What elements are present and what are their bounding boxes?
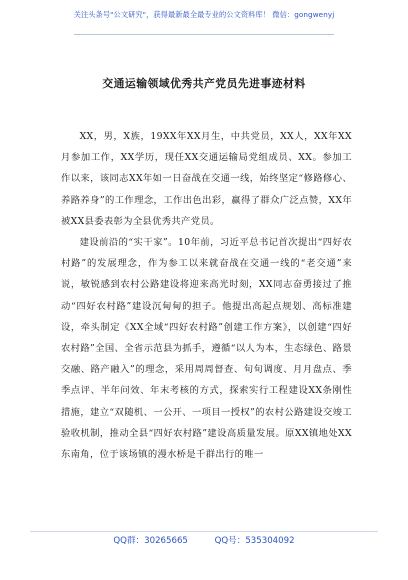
- paragraph-achievement: 建设前沿的“实干家”。10年前，习近平总书记首次提出“四好农村路”的发展理念，作为参工以来就奋战在交通一线的“老交通”来说，敏锐感到农村公路建设将迎来高光时刻，XX同志奋勇接过了推动“四好农村路”建设沉甸甸的担子。他提出高起点规划、高标准建设，牵头制定《XX全域“四好农村路”创建工作方案》，以创建“四好农村路”全国、全省示范县为抓手，遵循“以人为本，生态绿色、路景交融、路产融入”的理念，采用周周督查、旬旬调度、月月盘点、季季点评、半年问效、年末考核的方式，探索实行工程建设XX条刚性措施，建立“双随机、一公开、一项目一授权”的农村公路建设交竣工验收机制，推动全县“四好农村路”建设高质量发展。原XX镇地处XX东南角，位于该场镇的漫水桥是千群出行的唯一: [61, 237, 352, 461]
- footer-qq-number: QQ号：535304092: [214, 536, 295, 546]
- footer: [0, 534, 408, 546]
- header-banner: 关注头条号"公文研究"，获得最新最全最专业的公文资料库！ 微信：gongwenyj: [73, 10, 335, 19]
- header-divider: [74, 34, 334, 35]
- document-body: [61, 126, 352, 465]
- document-title: 交通运输领域优秀共产党员先进事迹材料: [102, 77, 306, 90]
- paragraph-intro: XX，男，X族，19XX年XX月生，中共党员，XX人，XX年XX月参加工作，XX学历，现任XX交通运输局党组成员、XX。参加工作以来，该同志XX年如一日奋战在交通一线，始终坚定“修路修心、养路养身”的工作理念，工作出色出彩，赢得了群众广泛点赞，XX年被XX县委表彰为全县优秀共产党员。: [61, 131, 352, 227]
- footer-divider: [30, 531, 378, 532]
- footer-qq-group: QQ群：30265665: [113, 536, 188, 546]
